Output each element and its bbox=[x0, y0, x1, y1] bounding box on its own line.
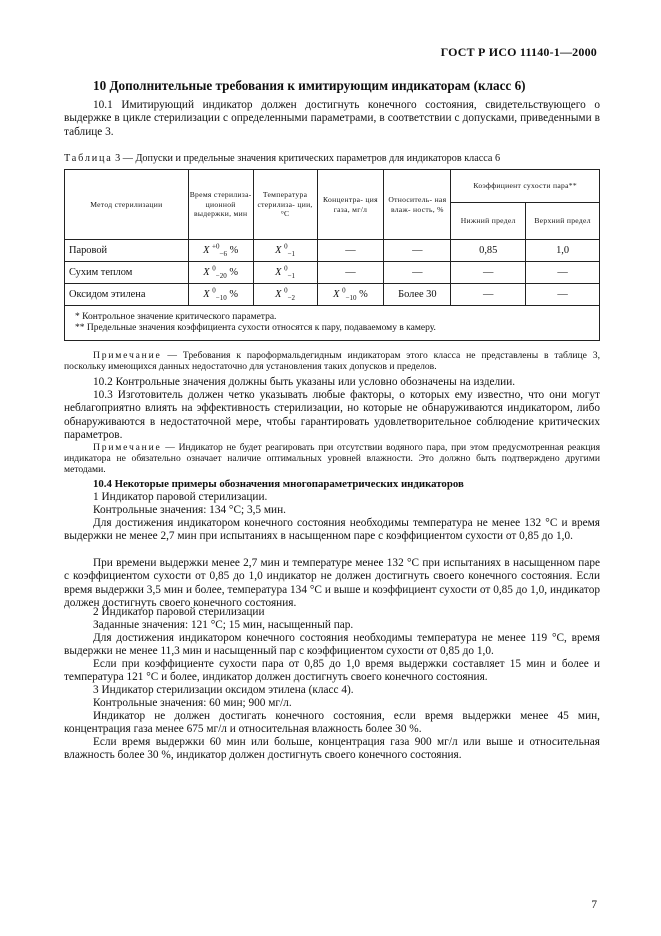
example-1-paragraph-2: При времени выдержки менее 2,7 мин и температуре менее 132 °С при испытаниях в насыщенном паре с коэффициентом сухости от 0,85 до 1,0 индикатор не должен достигнуть своего конечного состояния. Если время выдержки 3,5 мин и более, температура 134 °С и выше и коэффициент сухости от 0,85 до 1,0, индикатор должен достигнуть своего конечного состояния. bbox=[64, 557, 600, 609]
paragraph-10-2: 10.2 Контрольные значения должны быть указаны или условно обозначены на изделии. bbox=[93, 376, 516, 388]
header-time: Время стерилиза- ционной выдержки, мин bbox=[188, 170, 253, 240]
example-3-paragraph-1: Индикатор не должен достигать конечного состояния, если время выдержки менее 45 мин, концентрация газа менее 675 мг/л и относительная влажность более 30 %. bbox=[64, 710, 600, 736]
example-2-paragraph-2: Если при коэффициенте сухости пара от 0,85 до 1,0 время выдержки составляет 15 мин и более и температура 121 °С и более, индикатор должен достигнуть своего конечного состояния. bbox=[64, 658, 600, 684]
tolerance-table bbox=[64, 169, 600, 341]
table-row: Оксидом этилена X $^0_{-10}$ % X $^0_{-2}$ X $^0_{-10}$ % Более 30 — — bbox=[65, 284, 600, 306]
table-caption-label: Таблица bbox=[64, 153, 113, 164]
table-row: Паровой X $^{+0}_{-6}$ % X $^0_{-1}$ — — 0,85 1,0 bbox=[65, 240, 600, 262]
table-caption bbox=[64, 153, 500, 164]
subsection-10-4-title: 10.4 Некоторые примеры обозначения многопараметрических индикаторов bbox=[93, 478, 464, 490]
table-notes bbox=[65, 306, 600, 341]
page-number: 7 bbox=[591, 899, 597, 911]
example-2-title: 2 Индикатор паровой стерилизации bbox=[93, 606, 265, 618]
paragraph-10-1: 10.1 Имитирующий индикатор должен достигнуть конечного состояния, свидетельствующего о выдержке в цикле стерилизации с определенными параметрами, в соответствии с допусками, приведенными в таблице 3. bbox=[64, 99, 600, 138]
paragraph-10-3: 10.3 Изготовитель должен четко указывать любые факторы, о которых ему известно, что они могут неблагоприятно влиять на эффективность стерилизации, но которые не обнаруживаются индикатором, либо обнаруживаются в недостаточной мере, чтобы гарантировать удовлетворительное соблюдение критических параметров. bbox=[64, 389, 600, 441]
time-cell: X $^0_{-20}$ % bbox=[188, 262, 253, 284]
table-note: * Контрольное значение критического параметра. bbox=[75, 312, 277, 322]
header-dryness: Коэффициент сухости пара** bbox=[451, 170, 600, 203]
time-cell: X $^{+0}_{-6}$ % bbox=[188, 240, 253, 262]
note-1: Примечание — Требования к пароформальдегидным индикаторам этого класса не представлены в таблице 3, поскольку имеющихся данных недостаточно для установления таких допусков и пределов. bbox=[64, 350, 600, 373]
table-caption-text: 3 — Допуски и предельные значения критических параметров для индикаторов класса 6 bbox=[112, 153, 501, 164]
example-3-title: 3 Индикатор стерилизации оксидом этилена (класс 4). bbox=[93, 684, 354, 696]
example-1-title: 1 Индикатор паровой стерилизации. bbox=[93, 491, 268, 503]
header-upper-limit: Верхний предел bbox=[526, 203, 600, 240]
example-1-control: Контрольные значения: 134 °С; 3,5 мин. bbox=[93, 504, 286, 516]
header-method: Метод стерилизации bbox=[65, 170, 189, 240]
time-cell: X $^0_{-10}$ % bbox=[188, 284, 253, 306]
example-2-setpoints: Заданные значения: 121 °С; 15 мин, насыщенный пар. bbox=[93, 619, 354, 631]
header-humidity: Относитель- ная влаж- ность, % bbox=[384, 170, 451, 240]
temp-cell: X $^0_{-2}$ bbox=[253, 284, 317, 306]
example-1-paragraph-1: Для достижения индикатором конечного состояния необходимы температура не менее 132 °С и время выдержки не менее 2,7 мин при испытаниях в насыщенном паре с коэффициентом сухости от 0,85 до 1,0. bbox=[64, 517, 600, 543]
conc-cell: X $^0_{-10}$ % bbox=[317, 284, 384, 306]
header-lower-limit: Нижний предел bbox=[451, 203, 526, 240]
document-header: ГОСТ Р ИСО 11140-1—2000 bbox=[440, 45, 597, 59]
example-3-paragraph-2: Если время выдержки 60 мин или больше, концентрация газа 900 мг/л или выше и относительная влажность более 30 %, индикатор должен достигнуть своего конечного состояния. bbox=[64, 736, 600, 762]
example-2-paragraph-1: Для достижения индикатором конечного состояния необходимы температура не менее 119 °С, время выдержки не менее 11,3 мин и насыщенный пар с коэффициентом сухости от 0,85 до 1,0. bbox=[64, 632, 600, 658]
table-note: ** Предельные значения коэффициента сухости относятся к пару, подаваемому в камеру. bbox=[75, 323, 436, 334]
header-concentration: Концентра- ция газа, мг/л bbox=[317, 170, 384, 240]
temp-cell: X $^0_{-1}$ bbox=[253, 240, 317, 262]
table-row: Сухим теплом X $^0_{-20}$ % X $^0_{-1}$ — — — — bbox=[65, 262, 600, 284]
note-2: Примечание — Индикатор не будет реагировать при отсутствии водяного пара, при этом предусмотренная реакция индикатора не обязательно означает наличие оптимальных уровней влажности. Это должно быть подтверждено другими методами. bbox=[64, 442, 600, 476]
header-temperature: Температура стерилиза- ции, °С bbox=[253, 170, 317, 240]
example-3-control: Контрольные значения: 60 мин; 900 мг/л. bbox=[93, 697, 292, 709]
section-title: 10 Дополнительные требования к имитирующим индикаторам (класс 6) bbox=[93, 78, 526, 93]
temp-cell: X $^0_{-1}$ bbox=[253, 262, 317, 284]
